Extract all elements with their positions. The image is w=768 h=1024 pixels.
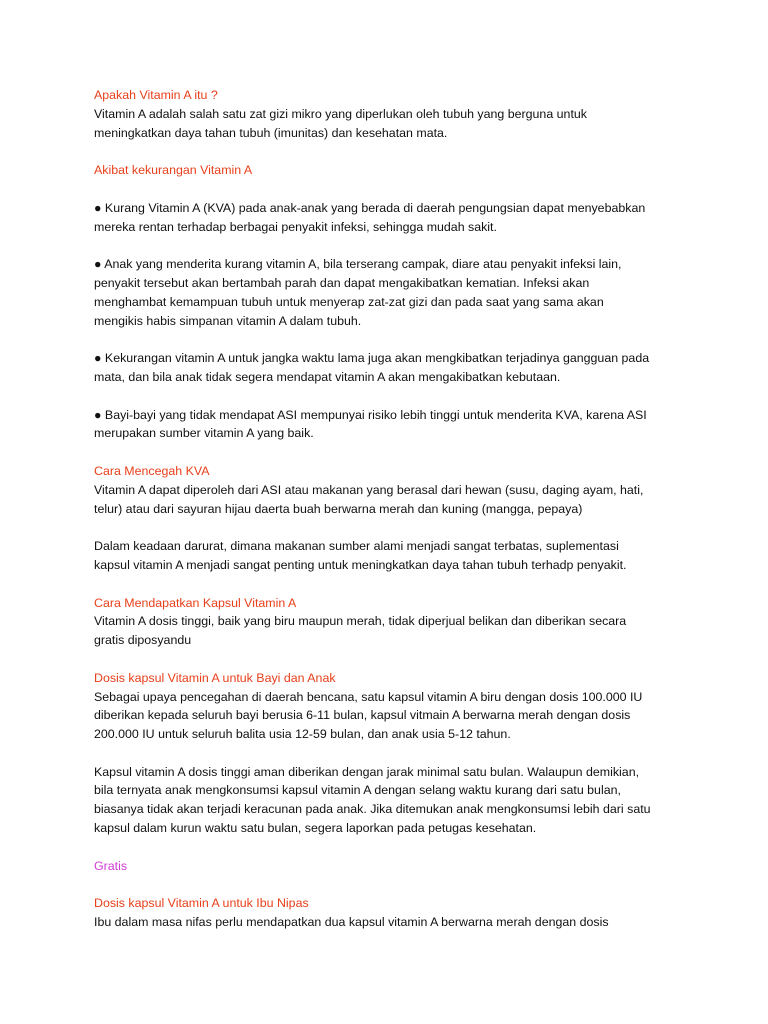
section-gratis xyxy=(94,857,694,876)
section-heading: Dosis kapsul Vitamin A untuk Bayi dan Anak xyxy=(94,670,336,685)
bullet-paragraph: ● Kurang Vitamin A (KVA) pada anak-anak yang berada di daerah pengungsian dapat menyebabkan mereka rentan terhadap berbagai penyakit infeksi, sehingga mudah sakit. xyxy=(94,200,646,234)
section-heading: Cara Mendapatkan Kapsul Vitamin A xyxy=(94,595,297,610)
section-dosis-ibu-nipas xyxy=(94,894,694,932)
spacer xyxy=(94,650,694,669)
bullet-paragraph: ● Kekurangan vitamin A untuk jangka waktu lama juga akan mengkibatkan terjadinya gangguan pada mata, dan bila anak tidak segera mendapat vitamin A akan mengakibatkan kebutaan. xyxy=(94,351,650,384)
spacer xyxy=(94,518,694,537)
paragraph: Vitamin A dosis tinggi, baik yang biru maupun merah, tidak diperjual belikan dan diberikan secara gratis diposyandu xyxy=(94,614,627,648)
spacer xyxy=(94,236,694,255)
section-dosis-bayi-anak xyxy=(94,669,694,838)
bullet-paragraph: ● Anak yang menderita kurang vitamin A, bila terserang campak, diare atau penyakit infeksi lain, penyakit tersebut akan bertambah parah dan dapat mengakibatkan kematian. Infeksi akan menghambat kemampuan tubuh untuk menyerap zat-zat gizi dan pada saat yang sama akan mengikis habis simpanan vitamin A dalam tubuh. xyxy=(94,257,622,328)
section-cara-mendapatkan xyxy=(94,594,694,650)
paragraph: Ibu dalam masa nifas perlu mendapatkan dua kapsul vitamin A berwarna merah dengan dosis xyxy=(94,915,609,930)
spacer xyxy=(94,744,694,763)
section-heading-gratis: Gratis xyxy=(94,858,128,873)
spacer xyxy=(94,142,694,161)
section-heading: Dosis kapsul Vitamin A untuk Ibu Nipas xyxy=(94,896,309,911)
spacer xyxy=(94,387,694,406)
section-apakah-vitamin-a xyxy=(94,86,694,142)
spacer xyxy=(94,875,694,894)
paragraph: Sebagai upaya pencegahan di daerah bencana, satu kapsul vitamin A biru dengan dosis 100.000 IU diberikan kepada seluruh bayi berusia 6-11 bulan, kapsul vitmain A berwarna merah dengan dosis 200.000 IU untuk seluruh balita usia 12-59 bulan, dan anak usia 5-12 tahun. xyxy=(94,689,643,742)
paragraph: Kapsul vitamin A dosis tinggi aman diberikan dengan jarak minimal satu bulan. Walaupun demikian, bila ternyata anak mengkonsumsi kapsul vitamin A dengan selang waktu kurang dari satu bulan, biasanya tidak akan terjadi keracunan pada anak. Jika ditemukan anak mengkonsumsi lebih dari satu kapsul dalam kurun waktu satu bulan, segera laporkan pada petugas kesehatan. xyxy=(94,764,651,836)
section-heading: Akibat kekurangan Vitamin A xyxy=(94,163,253,178)
section-heading: Cara Mencegah KVA xyxy=(94,463,210,478)
bullet-paragraph: ● Bayi-bayi yang tidak mendapat ASI mempunyai risiko lebih tinggi untuk menderita KVA, karena ASI merupakan sumber vitamin A yang baik. xyxy=(94,407,647,441)
spacer xyxy=(94,330,694,349)
spacer xyxy=(94,443,694,462)
section-akibat-kekurangan xyxy=(94,161,694,443)
paragraph: Vitamin A adalah salah satu zat gizi mikro yang diperlukan oleh tubuh yang berguna untuk meningkatkan daya tahan tubuh (imunitas) dan kesehatan mata. xyxy=(94,106,587,140)
spacer xyxy=(94,838,694,857)
section-cara-mencegah xyxy=(94,462,694,575)
paragraph: Dalam keadaan darurat, dimana makanan sumber alami menjadi sangat terbatas, suplementasi kapsul vitamin A menjadi sangat penting untuk meningkatkan daya tahan tubuh terhadp penyakit. xyxy=(94,539,627,572)
document-page xyxy=(94,86,694,932)
paragraph: Vitamin A dapat diperoleh dari ASI atau makanan yang berasal dari hewan (susu, daging ayam, hati, telur) atau dari sayuran hijau daerta buah berwarna merah dan kuning (mangga, pepaya) xyxy=(94,482,644,516)
section-heading: Apakah Vitamin A itu ? xyxy=(94,88,218,102)
spacer xyxy=(94,575,694,594)
spacer xyxy=(94,180,694,199)
